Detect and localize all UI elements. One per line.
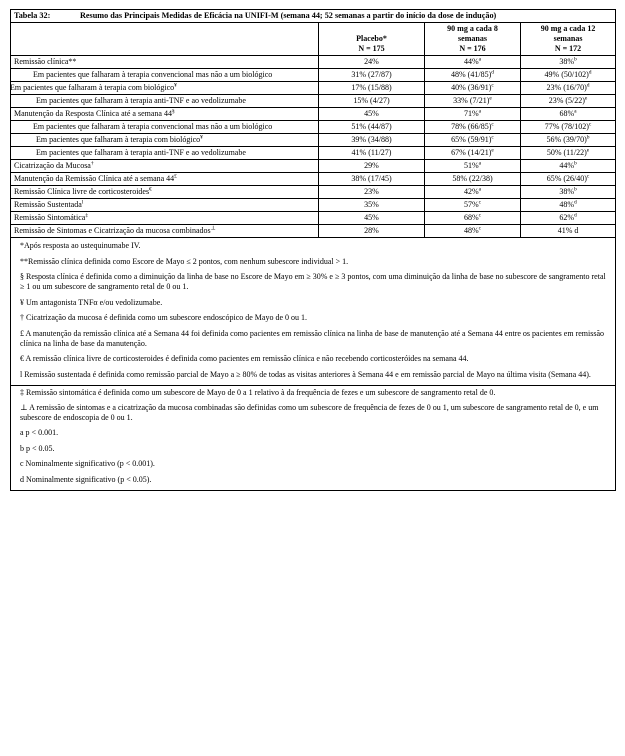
cell-placebo: 24% <box>319 56 425 69</box>
cell-placebo: 51% (44/87) <box>319 121 425 134</box>
table-row <box>11 108 616 121</box>
cell-q8w: 40% $(36/91)^c$ <box>425 82 521 95</box>
cell-q8w: 58% (22/38) <box>425 173 521 186</box>
footnote: £ A manutenção da remissão clínica até a Semana 44 foi definida como pacientes em remissão clínica na linha de base de manutenção até a Semana 44 entre os pacientes em remissão clínica na linha de base da manutenção. <box>20 328 604 348</box>
cell-q8w: 71%$^a$ <box>425 108 521 121</box>
table-number: Tabela 32: <box>14 11 51 20</box>
table-row <box>11 212 616 225</box>
row-label: Cicatrização da Mucosa† <box>11 160 319 173</box>
cell-placebo: 45% <box>319 212 425 225</box>
cell-q8w: 42%$^a$ <box>425 186 521 199</box>
cell-q8w: 57%$^c$ <box>425 199 521 212</box>
row-label: Manutenção da Remissão Clínica até a semana 44£ <box>11 173 319 186</box>
row-label: Remissão Clínica livre de corticosteroides€ <box>11 186 319 199</box>
cell-q12w: 62%$^d$ <box>521 212 616 225</box>
table-row <box>11 56 616 69</box>
table-row <box>11 134 616 147</box>
footnote: ‡ Remissão sintomática é definida como um subescore de Mayo de 0 a 1 relativo à da frequência de fezes e um subescore de sangramento retal de 0. <box>20 388 496 398</box>
cell-q8w: 67% $(14/21)^e$ <box>425 147 521 160</box>
footnote: ¥ Um antagonista TNFα e/ou vedolizumabe. <box>20 297 163 307</box>
row-label: Remissão Sustentada$^l$ <box>11 199 319 212</box>
footnotes-row <box>11 386 616 491</box>
row-label: Remissão clínica** <box>11 56 319 69</box>
header-q8w: 90 mg a cada 8 semanas N = 176 <box>425 23 521 56</box>
row-label: Remissão Sintomática‡ <box>11 212 319 225</box>
cell-q8w: 78% $(66/85)^c$ <box>425 121 521 134</box>
efficacy-table <box>10 9 616 491</box>
cell-q12w: 68%$^a$ <box>521 108 616 121</box>
row-label: Em pacientes que falharam à terapia convencional mas não a um biológico <box>11 121 319 134</box>
table-row <box>11 225 616 238</box>
cell-q12w: 41% d <box>521 225 616 238</box>
row-label: Em pacientes que falharam à terapia anti-TNF e ao vedolizumabe <box>11 95 319 108</box>
table-row <box>11 147 616 160</box>
cell-q8w: 65% $(59/91)^c$ <box>425 134 521 147</box>
cell-q12w: 50% $(11/22)^e$ <box>521 147 616 160</box>
cell-placebo: 28% <box>319 225 425 238</box>
footnote: d Nominalmente significativo (p < 0.05). <box>20 474 152 484</box>
footnote: a p < 0.001. <box>20 428 59 438</box>
table-row <box>11 121 616 134</box>
table-title-row <box>11 10 616 23</box>
footnote: € A remissão clínica livre de corticosteroides é definida como pacientes em remissão clínica e não recebendo corticosteróides na semana 44. <box>20 354 469 364</box>
footnote: ⊥ A remissão de sintomas e a cicatrização da mucosa combinadas são definidas como um subescore de frequência de fezes de 0 ou 1, um subescore de sangramento retal de 0, e um subescore de endoscopia de 0 ou 1. <box>20 402 599 422</box>
footnote: c Nominalmente significativo (p < 0.001). <box>20 459 155 469</box>
footnote: § Resposta clínica é definida como a diminuição da linha de base no Escore de Mayo em ≥ 30% e ≥ 3 pontos, com uma diminuição da linha de base no subescore de sangramento retal ≥ 1 ou um subescore de sangramento retal de 0 ou 1. <box>20 272 606 292</box>
cell-q12w: 56% $(39/70)^b$ <box>521 134 616 147</box>
row-label: Remissão de Sintomas e Cicatrização da mucosa combinados⊥ <box>11 225 319 238</box>
header-placebo: Placebo* N = 175 <box>319 23 425 56</box>
cell-q8w: 51%$^a$ <box>425 160 521 173</box>
cell-q12w: 38%$^b$ <box>521 56 616 69</box>
row-label: Em pacientes que falharam à terapia anti-TNF e ao vedolizumabe <box>11 147 319 160</box>
row-label: Em pacientes que falharam à terapia com biológico¥ <box>11 134 319 147</box>
table-row <box>11 160 616 173</box>
cell-q8w: 44%$^a$ <box>425 56 521 69</box>
footnote: l Remissão sustentada é definida como remissão parcial de Mayo a ≥ 80% de todas as visitas anteriores à Semana 44 e em remissão parcial de Mayo na última visita (Semana 44). <box>20 369 591 379</box>
table-row <box>11 82 616 95</box>
row-label: Em pacientes que falharam à terapia convencional mas não a um biológico <box>11 69 319 82</box>
footnote: b p < 0.05. <box>20 443 55 453</box>
cell-q12w: 23% $(5/22)^e$ <box>521 95 616 108</box>
footnote: † Cicatrização da mucosa é definida como um subescore endoscópico de Mayo de 0 ou 1. <box>20 313 308 323</box>
cell-q12w: 23% $(16/70)^d$ <box>521 82 616 95</box>
footnotes-block <box>11 386 616 491</box>
cell-placebo: 38% (17/45) <box>319 173 425 186</box>
cell-placebo: 15% (4/27) <box>319 95 425 108</box>
footnotes-block <box>11 238 616 386</box>
header-q12w: 90 mg a cada 12 semanas N = 172 <box>521 23 616 56</box>
cell-placebo: 45% <box>319 108 425 121</box>
cell-placebo: 17% (15/88) <box>319 82 425 95</box>
table-row <box>11 199 616 212</box>
cell-placebo: 35% <box>319 199 425 212</box>
table-title <box>11 10 616 23</box>
cell-q12w: 49% $(50/102)^d$ <box>521 69 616 82</box>
table-row <box>11 69 616 82</box>
cell-placebo: 29% <box>319 160 425 173</box>
cell-placebo: 23% <box>319 186 425 199</box>
cell-placebo: 31% (27/87) <box>319 69 425 82</box>
table-row <box>11 173 616 186</box>
row-label: Em pacientes que falharam à terapia com biológico¥ <box>11 82 319 95</box>
footnotes-row <box>11 238 616 386</box>
table-caption: Resumo das Principais Medidas de Eficácia na UNIFI-M (semana 44; 52 semanas a partir do início da dose de indução) <box>80 11 497 20</box>
cell-q12w: 65% $(26/40)^c$ <box>521 173 616 186</box>
row-label: Manutenção da Resposta Clínica até a semana 44§ <box>11 108 319 121</box>
cell-placebo: 39% (34/88) <box>319 134 425 147</box>
header-blank <box>11 23 319 56</box>
cell-q8w: 48% $(41/85)^d$ <box>425 69 521 82</box>
table-row <box>11 95 616 108</box>
cell-placebo: 41% (11/27) <box>319 147 425 160</box>
cell-q8w: 68%$^c$ <box>425 212 521 225</box>
cell-q12w: 44%$^b$ <box>521 160 616 173</box>
footnote: *Após resposta ao ustequinumabe IV. <box>20 241 141 251</box>
cell-q8w: 33% $(7/21)^e$ <box>425 95 521 108</box>
cell-q12w: 48%$^d$ <box>521 199 616 212</box>
table-row <box>11 186 616 199</box>
cell-q12w: 77% $(78/102)^c$ <box>521 121 616 134</box>
footnote: **Remissão clínica definida como Escore de Mayo ≤ 2 pontos, com nenhum subescore individual > 1. <box>20 256 349 266</box>
header-row <box>11 23 616 56</box>
cell-q12w: 38%$^b$ <box>521 186 616 199</box>
cell-q8w: 48%$^c$ <box>425 225 521 238</box>
